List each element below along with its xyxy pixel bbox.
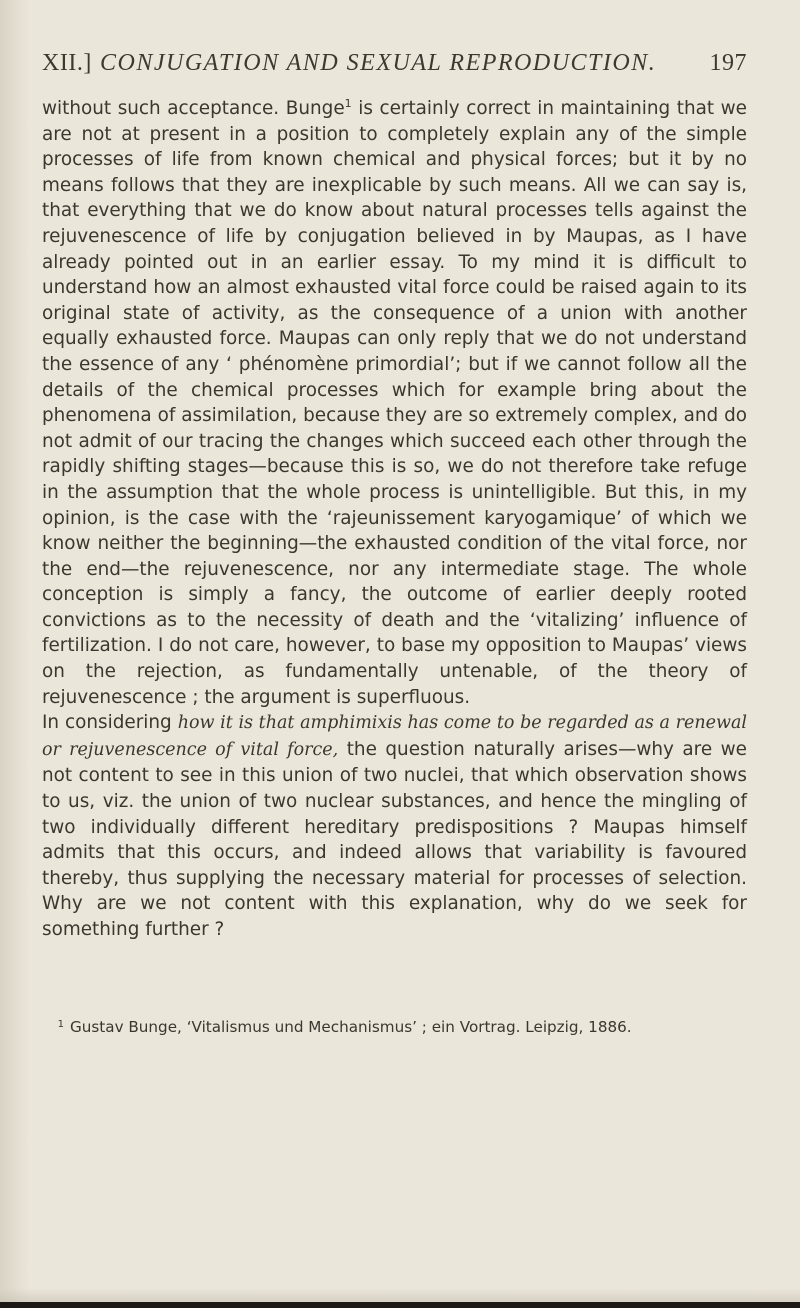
page-number: 197: [709, 50, 747, 76]
body-text: [42, 96, 747, 943]
paragraph-1-after-ref: is certainly correct in maintaining that we are not at present in a position to completely explain any of the simple processes of life from known chemical and physical forces; but it by no means follows that they are inexplicable by such means. All we can say is, that everything that we do know about natural processes tells against the rejuvenescence of life by conjugation believed in by Maupas, as I have already pointed out in an earlier essay. To my mind it is difficult to understand how an almost exhausted vital force could be raised again to its original state of activity, as the consequence of a union with another equally exhausted force. Maupas can only reply that we do not understand the essence of any ‘ phénomène primordial’; but if we cannot follow all the details of the chemical processes which for example bring about the phenomena of assimilation, because they are so extremely complex, and do not admit of our tracing the changes which succeed each other through the rapidly shifting stages—because this is so, we do not therefore take refuge in the assumption that the whole process is unintelligible. But this, in my opinion, is the case with the ‘rajeunissement karyogamique’ of which we know neither the beginning—the exhausted condition of the vital force, nor the end—the rejuvenescence, nor any intermediate stage. The whole conception is simply a fancy, the outcome of earlier deeply rooted convictions as to the necessity of death and the ‘vitalizing’ influence of fertilization. I do not care, however, to base my opposition to Maupas’ views on the rejection, as fundamentally untenable, of the theory of rejuvenescence ; the argument is superfluous.: [42, 98, 747, 708]
paragraph-1-before-ref: without such acceptance. Bunge: [42, 98, 345, 119]
paragraph-1: [42, 96, 747, 710]
paragraph-2: [42, 710, 747, 942]
page-bottom-shadow: [0, 1288, 800, 1302]
page-gutter: [0, 0, 30, 1308]
page-bottom-edge: [0, 1302, 800, 1308]
footnote: 1 Gustav Bunge, ‘Vitalismus und Mechanismus’ ; ein Vortrag. Leipzig, 1886.: [57, 1018, 632, 1036]
paragraph-2-rest: the question naturally arises—why are we not content to see in this union of two nuclei, that which observation shows to us, viz. the union of two nuclear substances, and hence the mingling of two individually different hereditary predispositions ? Maupas himself admits that this occurs, and indeed allows that variability is favoured thereby, thus supplying the necessary material for processes of selection. Why are we not content with this explanation, why do we seek for something further ?: [42, 738, 747, 940]
paragraph-2-lead: In considering: [42, 712, 178, 734]
footnote-text: Gustav Bunge, ‘Vitalismus und Mechanismus’ ; ein Vortrag. Leipzig, 1886.: [70, 1018, 632, 1036]
chapter-title: CONJUGATION AND SEXUAL REPRODUCTION.: [100, 50, 657, 76]
footnote-reference: 1: [344, 97, 352, 110]
paragraph-2-italic: how it is that amphimixis has come to be regarded as a renewal or rejuvenescence of vital force,: [42, 713, 747, 760]
running-head: [42, 50, 747, 84]
chapter-number: XII.]: [42, 50, 92, 76]
